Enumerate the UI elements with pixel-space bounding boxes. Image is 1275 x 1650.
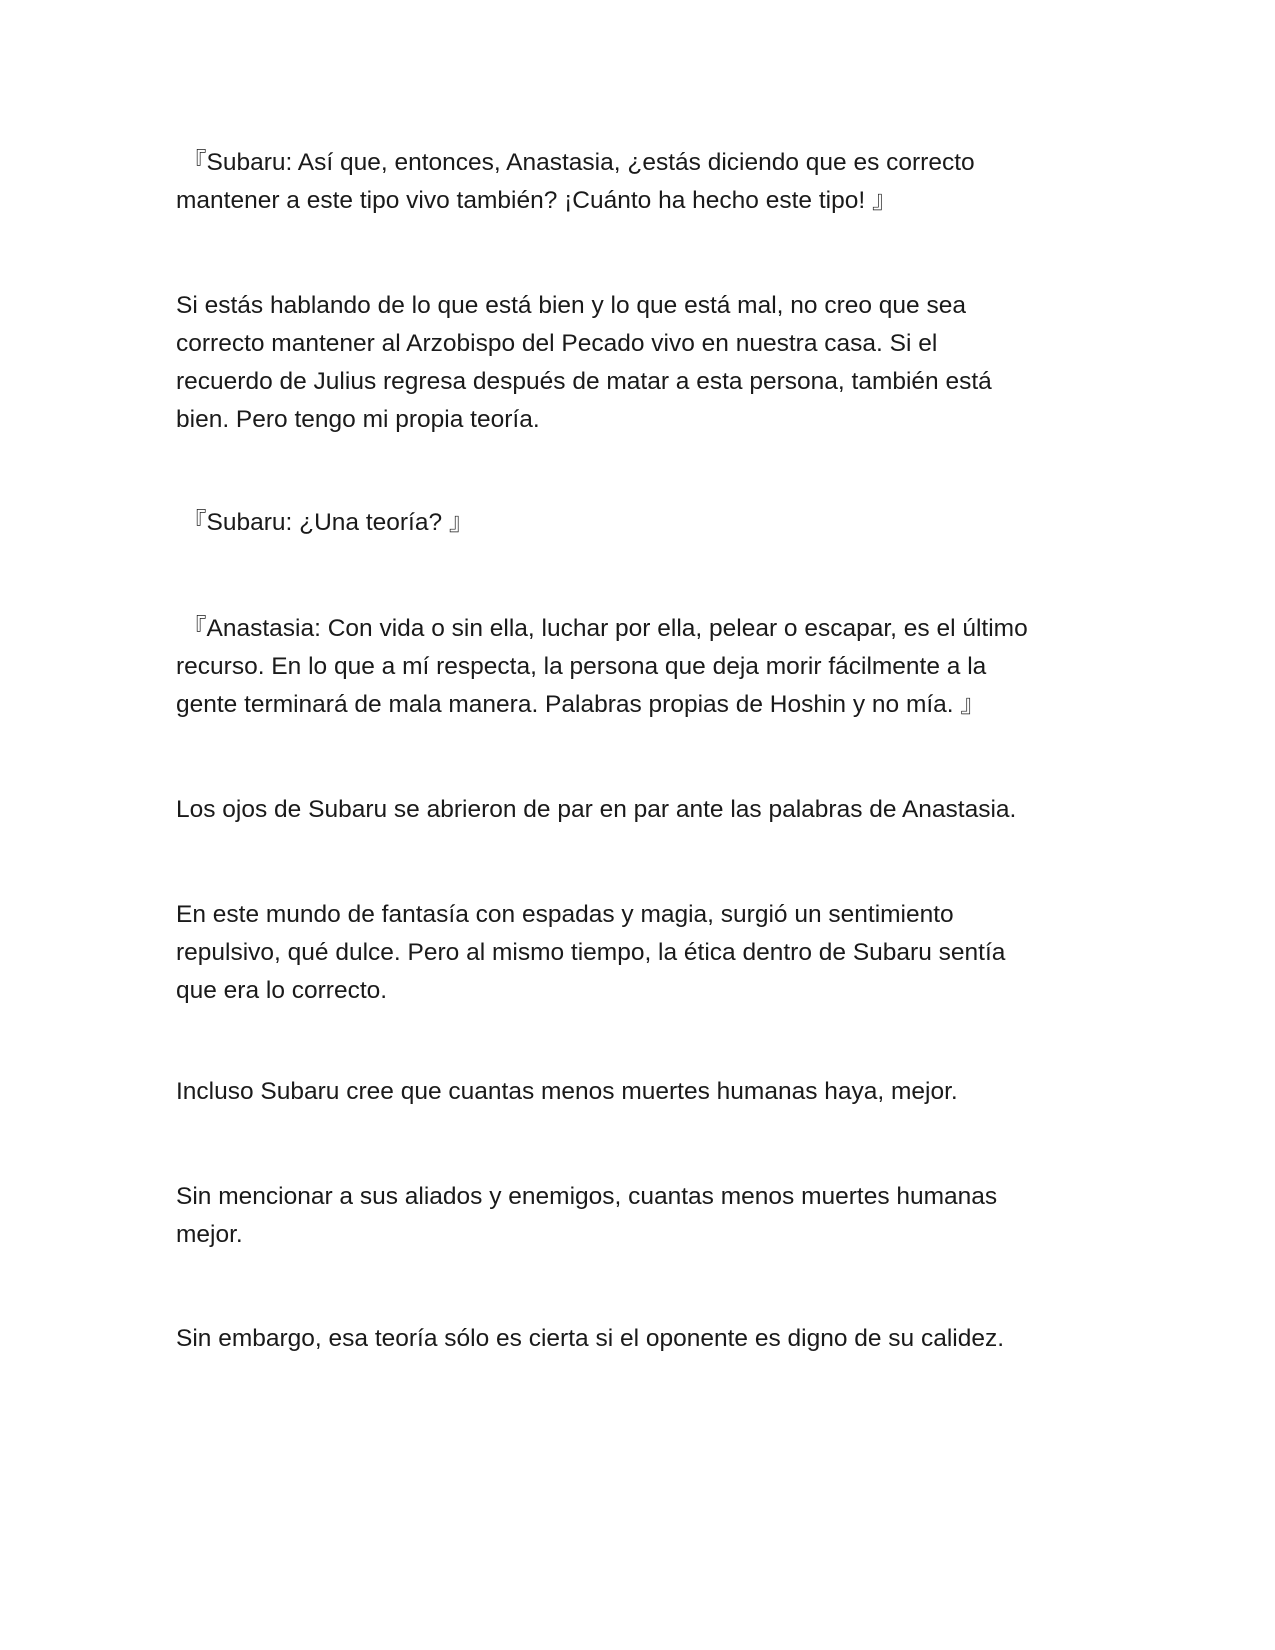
paragraph-narration-5: Sin mencionar a sus aliados y enemigos, cuantas menos muertes humanas mejor. <box>176 1183 998 1248</box>
paragraph-narration-1: Si estás hablando de lo que está bien y lo que está mal, no creo que sea correcto mantener al Arzobispo del Pecado vivo en nuestra casa. Si el recuerdo de Julius regresa después de matar a esta persona, también está bien. Pero tengo mi propia teoría. <box>176 292 992 433</box>
paragraph-anastasia-dialogue: 『Anastasia: Con vida o sin ella, luchar por ella, pelear o escapar, es el último recurso. En lo que a mí respecta, la persona que deja morir fácilmente a la gente terminará de mala manera. Palabras propias de Hoshin y no mía. 』 <box>176 615 1028 718</box>
paragraph-narration-3: En este mundo de fantasía con espadas y magia, surgió un sentimiento repulsivo, qué dulce. Pero al mismo tiempo, la ética dentro de Subaru sentía que era lo correcto. <box>176 901 1006 1004</box>
paragraph-narration-4: Incluso Subaru cree que cuantas menos muertes humanas haya, mejor. <box>176 1078 958 1105</box>
paragraph-narration-2: Los ojos de Subaru se abrieron de par en par ante las palabras de Anastasia. <box>176 796 1017 823</box>
paragraph-narration-6: Sin embargo, esa teoría sólo es cierta si el oponente es digno de su calidez. <box>176 1325 1005 1352</box>
paragraph-subaru-dialogue-1: 『Subaru: Así que, entonces, Anastasia, ¿estás diciendo que es correcto mantener a este tipo vivo también? ¡Cuánto ha hecho este tipo! 』 <box>176 149 975 214</box>
paragraph-subaru-dialogue-2: 『Subaru: ¿Una teoría? 』 <box>182 509 474 536</box>
